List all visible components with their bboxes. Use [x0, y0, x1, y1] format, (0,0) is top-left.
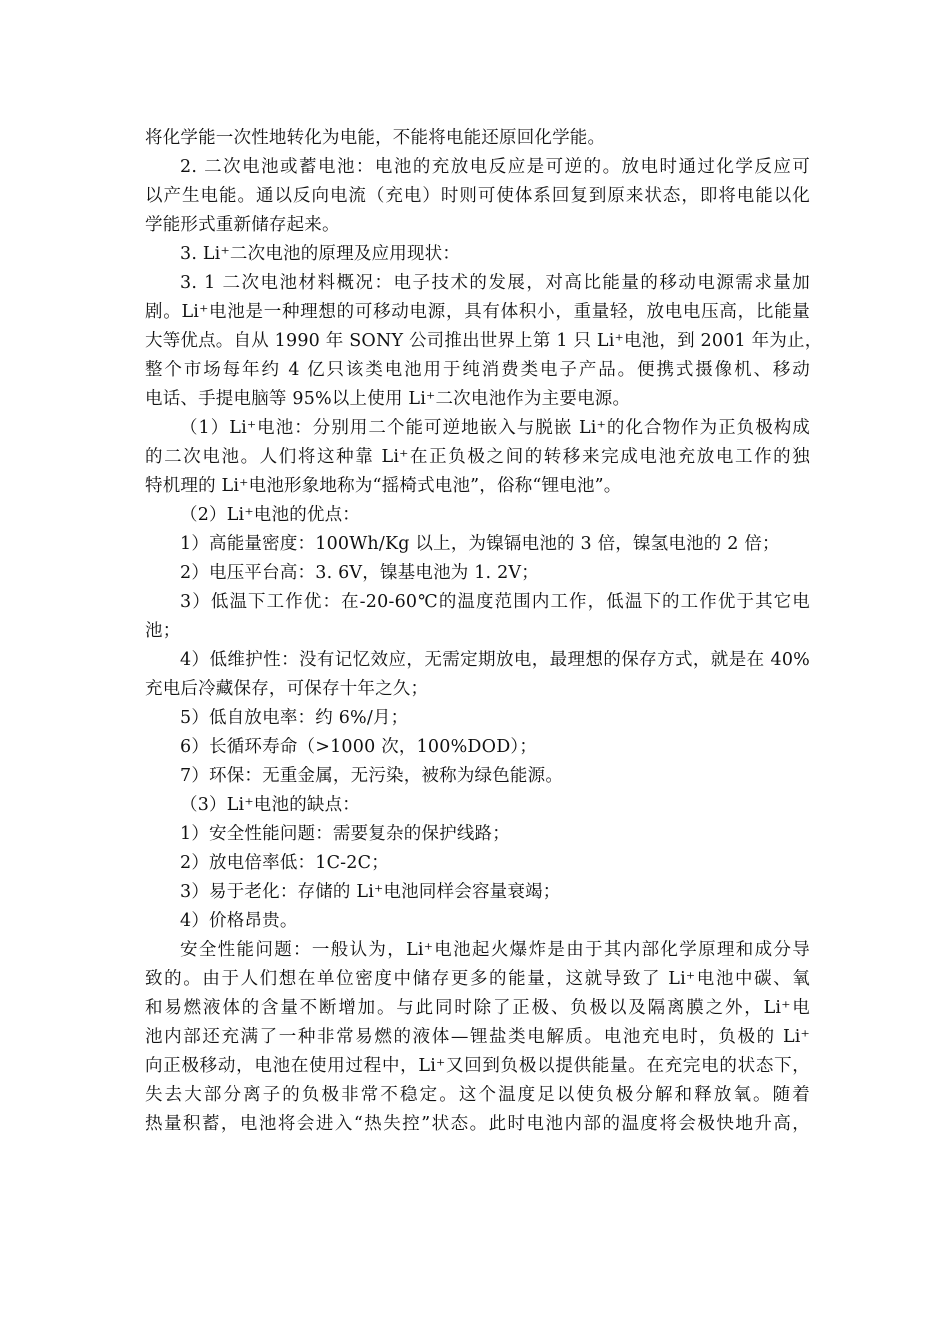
body-text: [145, 124, 823, 1139]
text-line: 2）电压平台高：3. 6V，镍基电池为 1. 2V；: [180, 563, 539, 583]
text-line: 的二次电池。人们将这种靠 Li⁺在正负极之间的转移来完成电池充放电工作的独: [145, 447, 810, 467]
text-line: 电话、手提电脑等 95%以上使用 Li⁺二次电池作为主要电源。: [145, 389, 631, 409]
text-line: 特机理的 Li⁺电池形象地称为“摇椅式电池”，俗称“锂电池”。: [145, 476, 622, 496]
text-line: 4）价格昂贵。: [180, 911, 298, 931]
text-line: 3. 1 二次电池材料概况：电子技术的发展，对高比能量的移动电源需求量加: [180, 273, 810, 293]
text-line: （1）Li⁺电池：分别用二个能可逆地嵌入与脱嵌 Li⁺的化合物作为正负极构成: [180, 418, 810, 438]
text-line: 以产生电能。通以反向电流（充电）时则可使体系回复到原来状态，即将电能以化: [145, 186, 810, 206]
text-line: 将化学能一次性地转化为电能，不能将电能还原回化学能。: [145, 128, 606, 148]
text-line: （2）Li⁺电池的优点：: [180, 505, 360, 525]
text-line: 热量积蓄，电池将会进入“热失控”状态。此时电池内部的温度将会极快地升高，: [145, 1114, 810, 1134]
text-line: 3）低温下工作优：在-20-60℃的温度范围内工作，低温下的工作优于其它电: [180, 592, 810, 612]
text-line: 2. 二次电池或蓄电池：电池的充放电反应是可逆的。放电时通过化学反应可: [180, 157, 810, 177]
text-line: 剧。Li⁺电池是一种理想的可移动电源，具有体积小，重量轻，放电电压高，比能量: [145, 302, 810, 322]
text-line: 和易燃液体的含量不断增加。与此同时除了正极、负极以及隔离膜之外，Li⁺电: [145, 998, 810, 1018]
text-line: 1）高能量密度：100Wh/Kg 以上，为镍镉电池的 3 倍，镍氢电池的 2 倍；: [180, 534, 780, 554]
text-line: 充电后冷藏保存，可保存十年之久；: [145, 679, 429, 699]
text-line: 6）长循环寿命（>1000 次，100%DOD）；: [180, 737, 538, 757]
text-line: 致的。由于人们想在单位密度中储存更多的能量，这就导致了 Li⁺电池中碳、氧: [145, 969, 810, 989]
text-line: 池；: [145, 621, 181, 641]
text-line: 2）放电倍率低：1C-2C；: [180, 853, 389, 873]
text-line: 5）低自放电率：约 6%/月；: [180, 708, 409, 728]
text-line: 大等优点。自从 1990 年 SONY 公司推出世界上第 1 只 Li⁺电池，到 2001 年为止，: [145, 331, 823, 351]
text-line: 向正极移动，电池在使用过程中，Li⁺又回到负极以提供能量。在充完电的状态下，: [145, 1056, 810, 1076]
text-line: 7）环保：无重金属，无污染，被称为绿色能源。: [180, 766, 564, 786]
text-line: 池内部还充满了一种非常易燃的液体—锂盐类电解质。电池充电时，负极的 Li⁺: [145, 1027, 810, 1047]
text-line: 学能形式重新储存起来。: [145, 215, 340, 235]
text-line: （3）Li⁺电池的缺点：: [180, 795, 360, 815]
text-line: 安全性能问题：一般认为，Li⁺电池起火爆炸是由于其内部化学原理和成分导: [180, 940, 810, 960]
text-line: 1）安全性能问题：需要复杂的保护线路；: [180, 824, 510, 844]
text-line: 失去大部分离子的负极非常不稳定。这个温度足以使负极分解和释放氧。随着: [145, 1085, 810, 1105]
text-line: 4）低维护性：没有记忆效应，无需定期放电，最理想的保存方式，就是在 40%: [180, 650, 810, 670]
text-line: 整个市场每年约 4 亿只该类电池用于纯消费类电子产品。便携式摄像机、移动: [145, 360, 810, 380]
text-line: 3）易于老化：存储的 Li⁺电池同样会容量衰竭；: [180, 882, 561, 902]
text-line: 3. Li⁺二次电池的原理及应用现状：: [180, 244, 461, 264]
